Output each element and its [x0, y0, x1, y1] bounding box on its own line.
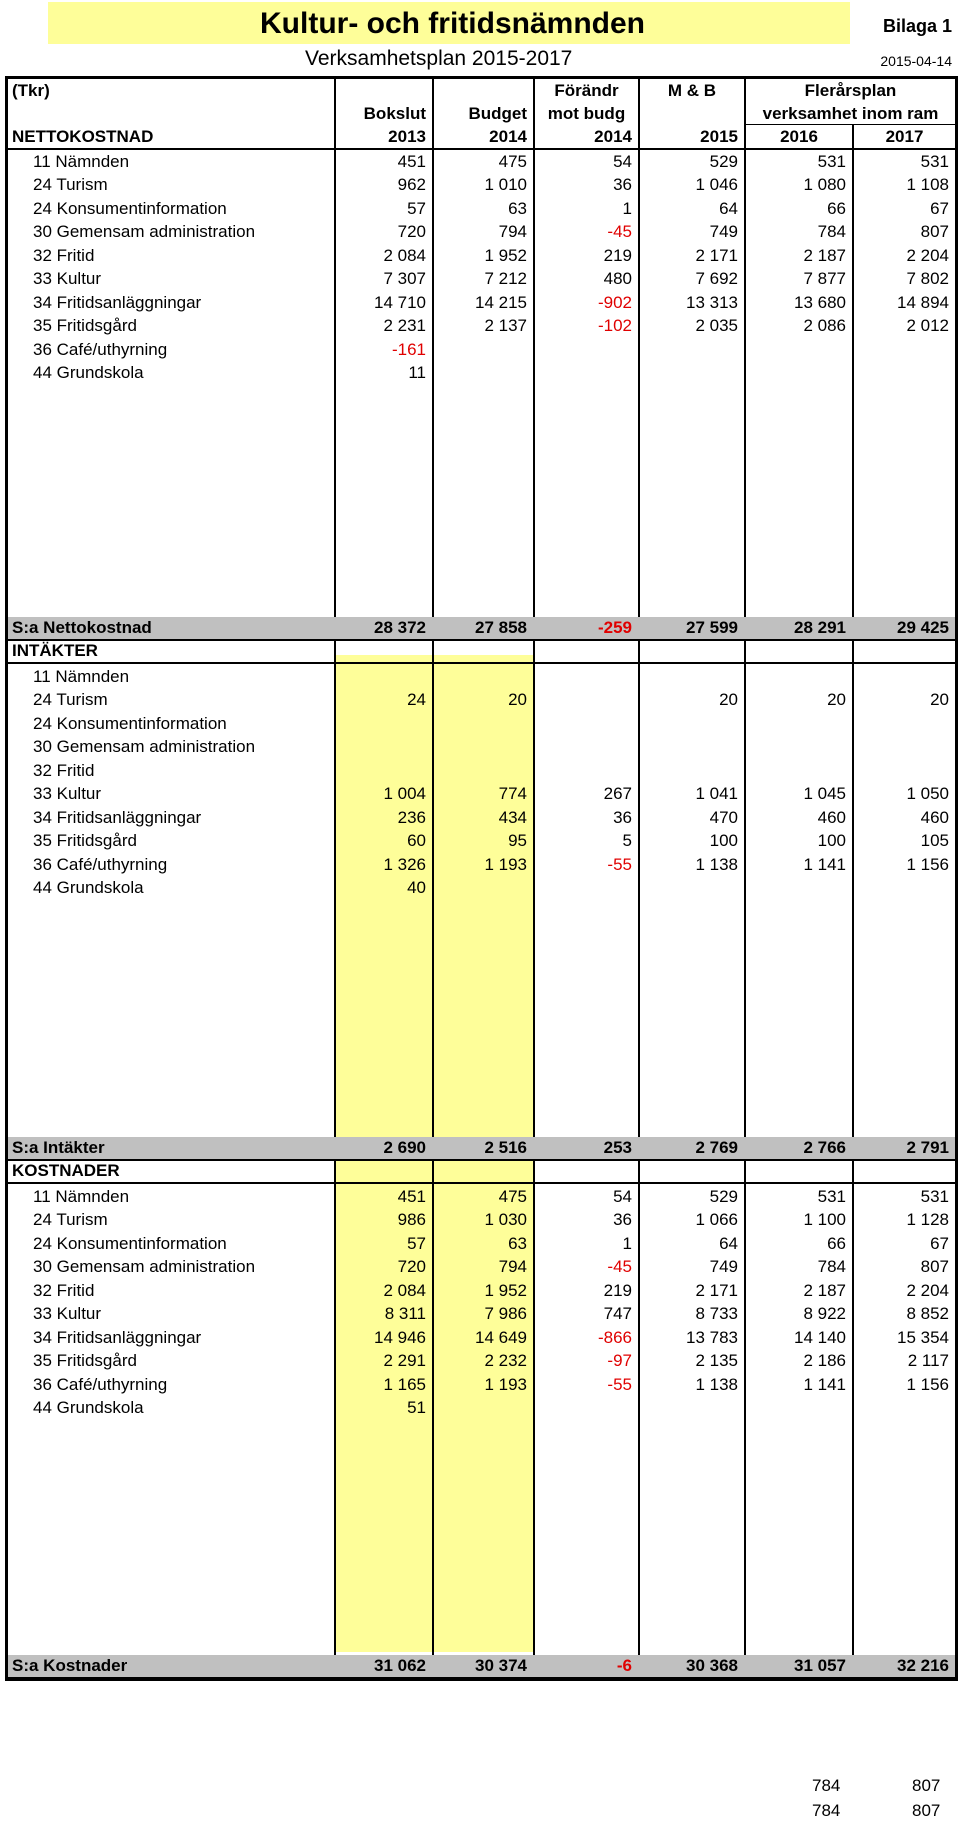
row-label: 36 Café/uthyrning [33, 854, 168, 874]
value-cell [640, 1397, 744, 1421]
value-cell: 2 084 [383, 1280, 426, 1300]
value-cell: 434 [498, 807, 527, 827]
col-year-2017: 2017 [885, 126, 924, 146]
value-cell [535, 712, 638, 736]
value-cell: 20 [508, 690, 527, 710]
value-cell: 8 852 [906, 1304, 949, 1324]
value-cell: 7 802 [906, 269, 949, 289]
value-cell: 1 165 [383, 1374, 426, 1394]
table-row [8, 338, 955, 362]
value-cell: 2 035 [695, 316, 738, 336]
value-cell: 1 952 [484, 245, 527, 265]
value-cell: 24 [407, 690, 426, 710]
value-cell: 2 516 [484, 1138, 527, 1157]
value-cell: 2 084 [383, 245, 426, 265]
value-cell: 480 [603, 269, 632, 289]
value-cell: 100 [817, 831, 846, 851]
value-cell [434, 712, 533, 736]
value-cell: -6 [616, 1656, 632, 1675]
value-cell [640, 759, 744, 783]
value-cell: 14 710 [374, 292, 426, 312]
value-cell: -97 [607, 1351, 632, 1371]
table-row [8, 736, 955, 760]
value-cell: 460 [817, 807, 846, 827]
row-label: 34 Fritidsanläggningar [33, 1327, 202, 1347]
value-cell: 51 [407, 1398, 426, 1418]
value-cell: 1 156 [906, 1374, 949, 1394]
value-cell: 31 057 [794, 1656, 846, 1675]
table-row [8, 665, 955, 689]
value-cell: 962 [397, 175, 426, 195]
value-cell: 15 354 [897, 1327, 949, 1347]
trailing-value: 784 [812, 1776, 841, 1795]
col-year-2015: 2015 [700, 126, 738, 146]
value-cell: 531 [920, 1186, 949, 1206]
value-cell: 2 231 [383, 316, 426, 336]
value-cell: 1 193 [484, 854, 527, 874]
value-cell: 2 291 [383, 1351, 426, 1371]
col-head-budget: Budget [468, 103, 527, 123]
value-cell [746, 712, 852, 736]
value-cell: -55 [607, 854, 632, 874]
value-cell [854, 338, 955, 362]
table-row [8, 1185, 955, 1209]
attachment-label: Bilaga 1 [882, 16, 952, 36]
value-cell: 29 425 [897, 618, 949, 637]
value-cell: 36 [613, 175, 632, 195]
value-cell [434, 1397, 533, 1421]
value-cell: 2 117 [907, 1351, 949, 1371]
value-cell: 28 372 [374, 618, 426, 637]
row-label: 33 Kultur [33, 269, 102, 289]
value-cell: 67 [930, 1233, 949, 1253]
table-row [8, 830, 955, 854]
value-cell: 5 [622, 831, 632, 851]
value-cell: -55 [607, 1374, 632, 1394]
value-cell: 267 [603, 784, 632, 804]
value-cell: 2 186 [803, 1351, 846, 1371]
value-cell: 13 680 [794, 292, 846, 312]
value-cell: 95 [508, 831, 527, 851]
value-cell: 219 [603, 245, 632, 265]
col-head-bokslut: Bokslut [363, 103, 426, 123]
col-head-verksamhet: verksamhet inom ram [762, 103, 939, 123]
value-cell: 2 204 [906, 1280, 949, 1300]
row-label: 24 Turism [33, 1210, 108, 1230]
value-cell: 1 066 [695, 1210, 738, 1230]
value-cell: 1 952 [484, 1280, 527, 1300]
row-label: 36 Café/uthyrning [33, 339, 168, 359]
value-cell: 1 138 [695, 1374, 738, 1394]
section-rule [8, 1677, 955, 1679]
value-cell: -259 [597, 618, 632, 637]
value-cell: 475 [498, 151, 527, 171]
row-label: 36 Café/uthyrning [33, 1374, 168, 1394]
value-cell: 31 062 [374, 1656, 426, 1675]
value-cell: 236 [397, 807, 426, 827]
sum-label: S:a Intäkter [12, 1138, 105, 1157]
sum-row [8, 1137, 955, 1159]
value-cell: 219 [603, 1280, 632, 1300]
value-cell: 30 368 [686, 1656, 738, 1675]
value-cell: 1 193 [484, 1374, 527, 1394]
value-cell: 27 858 [475, 618, 527, 637]
value-cell [535, 338, 638, 362]
value-cell: 36 [613, 807, 632, 827]
table-row [8, 1209, 955, 1233]
trailing-value: 807 [912, 1801, 941, 1820]
table-row [8, 197, 955, 221]
value-cell: 14 894 [897, 292, 949, 312]
sum-row [8, 617, 955, 639]
header-row-2 [8, 102, 955, 125]
value-cell: 2 187 [803, 1280, 846, 1300]
value-cell: 1 100 [803, 1210, 846, 1230]
value-cell: 2 791 [906, 1138, 949, 1157]
value-cell [535, 362, 638, 386]
value-cell: 20 [719, 690, 738, 710]
value-cell: 1 045 [803, 784, 846, 804]
row-label: 44 Grundskola [33, 878, 144, 898]
sum-row [8, 1655, 955, 1677]
value-cell [535, 665, 638, 689]
table-row [8, 1397, 955, 1421]
value-cell [854, 665, 955, 689]
value-cell: 28 291 [794, 618, 846, 637]
value-cell: 2 766 [803, 1138, 846, 1157]
table-row [8, 221, 955, 245]
value-cell: 14 140 [794, 1327, 846, 1347]
value-cell: 253 [603, 1138, 632, 1157]
value-cell: 531 [817, 151, 846, 171]
section-rule [8, 662, 955, 664]
table-row [8, 244, 955, 268]
row-label: 24 Konsumentinformation [33, 1233, 227, 1253]
value-cell [535, 689, 638, 713]
table-row [8, 712, 955, 736]
value-cell: 7 212 [484, 269, 527, 289]
value-cell: 7 692 [695, 269, 738, 289]
value-cell: 63 [508, 1233, 527, 1253]
row-label: 33 Kultur [33, 784, 102, 804]
section-heading [8, 640, 955, 662]
value-cell [640, 362, 744, 386]
section-rule [8, 1182, 955, 1184]
value-cell [640, 338, 744, 362]
col-head-mb: M & B [667, 80, 717, 100]
table-row [8, 268, 955, 292]
value-cell: 105 [920, 831, 949, 851]
value-cell [746, 362, 852, 386]
value-cell: 1 141 [803, 1374, 846, 1394]
value-cell [336, 736, 432, 760]
value-cell: 8 311 [384, 1304, 426, 1324]
value-cell: 32 216 [897, 1656, 949, 1675]
sum-label: S:a Nettokostnad [12, 618, 152, 637]
value-cell: 40 [407, 878, 426, 898]
value-cell: 784 [817, 222, 846, 242]
value-cell: 720 [397, 1257, 426, 1277]
subtitle: Verksamhetsplan 2015-2017 [305, 47, 573, 70]
value-cell: 1 041 [695, 784, 738, 804]
row-label: 35 Fritidsgård [33, 316, 137, 336]
value-cell: -902 [597, 292, 632, 312]
sum-label: S:a Kostnader [12, 1656, 128, 1675]
value-cell: 1 108 [906, 175, 949, 195]
value-cell: 794 [498, 1257, 527, 1277]
table-row [8, 291, 955, 315]
value-cell: 13 783 [686, 1327, 738, 1347]
value-cell: 57 [407, 1233, 426, 1253]
value-cell: 67 [930, 198, 949, 218]
value-cell [746, 665, 852, 689]
value-cell: 1 [622, 1233, 632, 1253]
value-cell: 794 [498, 222, 527, 242]
value-cell [854, 1397, 955, 1421]
value-cell [746, 877, 852, 901]
row-label: 44 Grundskola [33, 363, 144, 383]
row-label: 11 Nämnden [33, 151, 130, 171]
value-cell [434, 759, 533, 783]
value-cell: 1 080 [803, 175, 846, 195]
table-row [8, 315, 955, 339]
header-row-3 [8, 125, 955, 148]
value-cell: 460 [920, 807, 949, 827]
value-cell: 1 050 [906, 784, 949, 804]
value-cell: 8 922 [803, 1304, 846, 1324]
value-cell [746, 338, 852, 362]
row-label: 11 Nämnden [33, 666, 130, 686]
value-cell [434, 665, 533, 689]
value-cell: 11 [408, 363, 426, 383]
table-row [8, 877, 955, 901]
value-cell: 20 [930, 690, 949, 710]
col-head-mot-budg: mot budg [547, 103, 626, 123]
value-cell: -866 [597, 1327, 632, 1347]
document-date: 2015-04-14 [880, 53, 952, 69]
value-cell: 2 204 [906, 245, 949, 265]
value-cell: 27 599 [686, 618, 738, 637]
value-cell: 774 [498, 784, 527, 804]
row-label: 30 Gemensam administration [33, 222, 256, 242]
value-cell [746, 759, 852, 783]
value-cell [854, 362, 955, 386]
value-cell: 54 [613, 151, 632, 171]
value-cell [535, 759, 638, 783]
value-cell: 64 [719, 198, 738, 218]
value-cell [640, 712, 744, 736]
row-label: 24 Turism [33, 175, 108, 195]
value-cell: 451 [397, 1186, 426, 1206]
row-label: 30 Gemensam administration [33, 1257, 256, 1277]
col-year-2013: 2013 [388, 126, 426, 146]
table-row [8, 174, 955, 198]
table-row [8, 1350, 955, 1374]
row-label: 32 Fritid [33, 245, 95, 265]
value-cell: 8 733 [695, 1304, 738, 1324]
value-cell: 475 [498, 1186, 527, 1206]
value-cell: 2 135 [695, 1351, 738, 1371]
value-cell: 63 [508, 198, 527, 218]
value-cell: 986 [397, 1210, 426, 1230]
row-label: 34 Fritidsanläggningar [33, 292, 202, 312]
section-title: KOSTNADER [12, 1161, 120, 1180]
value-cell [640, 877, 744, 901]
value-cell: 66 [827, 198, 846, 218]
col-year-2014: 2014 [489, 126, 527, 146]
table-row [8, 759, 955, 783]
col-year-2014-change: 2014 [594, 126, 632, 146]
value-cell: 64 [719, 1233, 738, 1253]
value-cell [434, 736, 533, 760]
value-cell [535, 1397, 638, 1421]
value-cell: 1 141 [803, 854, 846, 874]
value-cell [854, 877, 955, 901]
value-cell: 57 [407, 198, 426, 218]
value-cell: 2 137 [484, 316, 527, 336]
row-label: 32 Fritid [33, 1280, 95, 1300]
value-cell [434, 338, 533, 362]
value-cell: 807 [920, 222, 949, 242]
value-cell: 1 326 [383, 854, 426, 874]
value-cell: 2 187 [803, 245, 846, 265]
value-cell: 7 986 [484, 1304, 527, 1324]
value-cell: -45 [607, 222, 632, 242]
table-row [8, 853, 955, 877]
value-cell [854, 759, 955, 783]
value-cell: 2 012 [906, 316, 949, 336]
value-cell: 451 [397, 151, 426, 171]
value-cell: 529 [709, 1186, 738, 1206]
unit-label: (Tkr) [12, 80, 50, 100]
value-cell [336, 665, 432, 689]
row-label: 30 Gemensam administration [33, 737, 256, 757]
section-heading [8, 1160, 955, 1182]
table-row [8, 362, 955, 386]
value-cell: 30 374 [475, 1656, 527, 1675]
table-row [8, 1256, 955, 1280]
value-cell: 2 171 [695, 1280, 738, 1300]
table-row [8, 1232, 955, 1256]
table-row [8, 783, 955, 807]
value-cell: 1 010 [484, 175, 527, 195]
value-cell [336, 759, 432, 783]
value-cell [854, 712, 955, 736]
value-cell [640, 736, 744, 760]
value-cell: 2 232 [484, 1351, 527, 1371]
value-cell: 747 [603, 1304, 632, 1324]
table-row [8, 1303, 955, 1327]
value-cell: 470 [709, 807, 738, 827]
value-cell [535, 877, 638, 901]
header-row-1 [8, 79, 955, 102]
value-cell [746, 736, 852, 760]
row-label: 32 Fritid [33, 760, 95, 780]
trailing-value: 807 [912, 1776, 941, 1795]
row-label: 35 Fritidsgård [33, 1351, 137, 1371]
value-cell: 20 [827, 690, 846, 710]
budget-table [5, 76, 958, 1681]
value-cell: 1 [622, 198, 632, 218]
value-cell: 14 215 [475, 292, 527, 312]
value-cell: 2 690 [383, 1138, 426, 1157]
page-title: Kultur- och fritidsnämnden [260, 7, 645, 40]
value-cell [434, 362, 533, 386]
value-cell: 7 877 [803, 269, 846, 289]
value-cell: 749 [709, 222, 738, 242]
row-label: 24 Konsumentinformation [33, 198, 227, 218]
col-head-flerars: Flerårsplan [804, 80, 897, 100]
row-label: 33 Kultur [33, 1304, 102, 1324]
value-cell: 100 [709, 831, 738, 851]
value-cell: 531 [920, 151, 949, 171]
value-cell [854, 736, 955, 760]
col-year-2016: 2016 [780, 126, 818, 146]
row-label: 34 Fritidsanläggningar [33, 807, 202, 827]
row-label: 24 Turism [33, 690, 108, 710]
row-label: 11 Nämnden [33, 1186, 130, 1206]
value-cell: 529 [709, 151, 738, 171]
col-head-forandr: Förändr [554, 80, 619, 100]
row-label: 35 Fritidsgård [33, 831, 137, 851]
section-label-netto: NETTOKOSTNAD [12, 126, 154, 146]
value-cell [640, 665, 744, 689]
value-cell: 720 [397, 222, 426, 242]
table-row [8, 1279, 955, 1303]
value-cell: 13 313 [686, 292, 738, 312]
value-cell: 2 769 [695, 1138, 738, 1157]
value-cell: -102 [597, 316, 632, 336]
trailing-value: 784 [812, 1801, 841, 1820]
value-cell: 1 156 [906, 854, 949, 874]
value-cell: 1 128 [906, 1210, 949, 1230]
section-title: INTÄKTER [12, 641, 98, 660]
value-cell: 14 946 [374, 1327, 426, 1347]
value-cell: 1 004 [383, 784, 426, 804]
value-cell [535, 736, 638, 760]
value-cell: 749 [709, 1257, 738, 1277]
table-row [8, 1326, 955, 1350]
table-row [8, 1373, 955, 1397]
value-cell: -45 [607, 1257, 632, 1277]
table-row [8, 150, 955, 174]
value-cell: 14 649 [475, 1327, 527, 1347]
value-cell: 784 [817, 1257, 846, 1277]
value-cell [336, 712, 432, 736]
value-cell: 1 138 [695, 854, 738, 874]
value-cell: 66 [827, 1233, 846, 1253]
value-cell: 54 [613, 1186, 632, 1206]
row-label: 24 Konsumentinformation [33, 713, 227, 733]
value-cell: 7 307 [383, 269, 426, 289]
value-cell: 1 046 [695, 175, 738, 195]
value-cell: 2 171 [695, 245, 738, 265]
value-cell: 36 [613, 1210, 632, 1230]
value-cell [434, 877, 533, 901]
value-cell: -161 [391, 339, 426, 359]
value-cell [746, 1397, 852, 1421]
row-label: 44 Grundskola [33, 1398, 144, 1418]
title-banner [48, 2, 850, 44]
table-row [8, 689, 955, 713]
value-cell: 531 [817, 1186, 846, 1206]
value-cell: 2 086 [803, 316, 846, 336]
value-cell: 807 [920, 1257, 949, 1277]
value-cell: 60 [407, 831, 426, 851]
table-row [8, 806, 955, 830]
value-cell: 1 030 [484, 1210, 527, 1230]
